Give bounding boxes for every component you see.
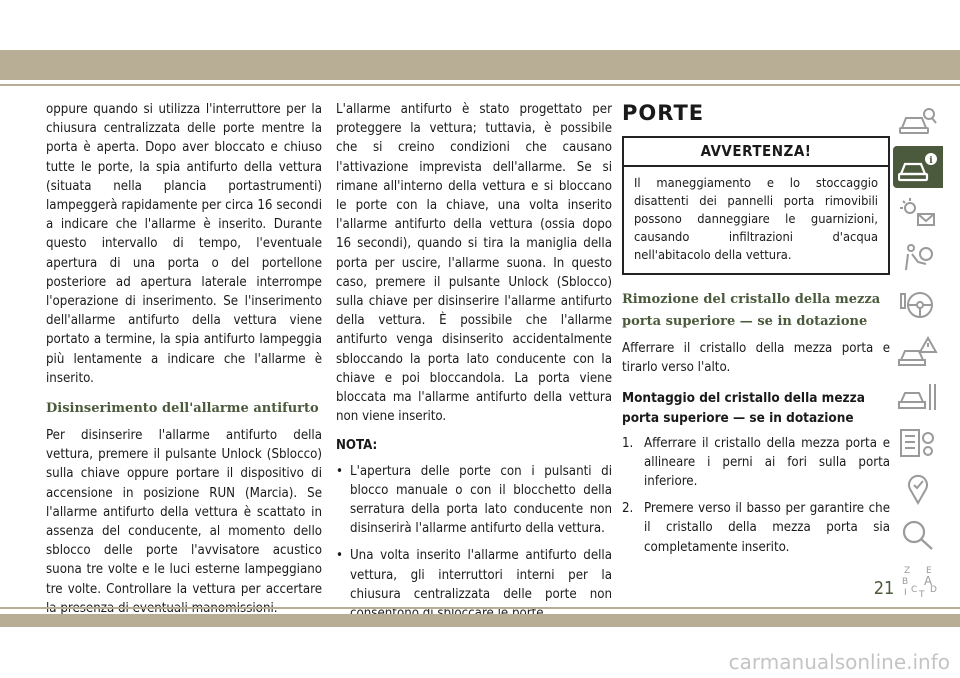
column-2	[336, 100, 612, 631]
section-heading: Disinserimento dell'allarme antifurto	[46, 401, 319, 417]
tab-steering-wheel[interactable]	[893, 284, 943, 326]
steering-wheel-icon	[898, 288, 938, 322]
car-info-icon	[898, 150, 938, 184]
tab-map-pin[interactable]	[893, 468, 943, 510]
steps-list	[622, 434, 890, 557]
car-tools-icon	[898, 380, 938, 414]
note-label: NOTA:	[336, 438, 378, 454]
footer-rule	[0, 607, 960, 609]
index-letter: A	[924, 574, 933, 588]
footer-band	[0, 614, 960, 627]
warning-title: AVVERTENZA!	[624, 138, 888, 167]
page-title: PORTE	[622, 101, 705, 125]
watermark: carmanualsonline.info	[728, 650, 950, 674]
tab-car-info[interactable]	[893, 146, 943, 188]
list-item: • Una volta inserito l'allarme antifurto della vettura, gli interruttori interni per la chiusura centralizzata delle porte non	[336, 546, 612, 623]
section-heading: Montaggio del cristallo della mezza porta superiore — se in dotazione	[622, 389, 865, 426]
index-letter: T	[919, 590, 925, 598]
step-text: Afferrare il cristallo della mezza porta e allineare i perni ai fori sulla porta inferiore.	[644, 435, 890, 490]
page-number: 21	[873, 578, 895, 599]
index-letter: C	[911, 585, 918, 595]
step-number: 1.	[622, 435, 634, 451]
section-heading: Rimozione del cristallo della mezza porta superiore — se in dotazione	[622, 292, 881, 330]
index-letter: D	[930, 585, 937, 595]
index-letter: E	[926, 566, 932, 576]
airbag-icon	[898, 242, 938, 276]
tab-warning-lights[interactable]	[893, 192, 943, 234]
warning-text: Il maneggiamento e lo stoccaggio disattenti dei pannelli porta rimovibili possono danneggiare le guarnizioni, causando infiltrazioni d'acqua nell'abitacolo della vettura.	[634, 176, 878, 264]
svg-text:i: i	[929, 156, 933, 166]
settings-list-icon	[898, 426, 938, 460]
tab-car-search[interactable]	[893, 100, 943, 142]
list-item	[622, 434, 890, 492]
index-letter: I	[904, 588, 907, 598]
index-letter: B	[902, 577, 909, 587]
alphabet-index-icon	[898, 564, 938, 598]
paragraph: oppure quando si utilizza l'interruttore per la chiusura centralizzata delle porte mentre la porta è aperta. Dopo aver bloccato e chiuso tutte le porte, la spia antifurto della vettura (situata nella plancia portastrumenti) lampeggerà rapidamente per circa 16 secondi a indicare che l'allarme è inserito. Durante questo intervallo di tempo, l'eventuale apertura di una porta o del portellone posteriore ad apertura laterale interrompe l'operazione di inserimento. Se l'inserimento dell'allarme antifurto della vettura viene portato a termine, la spia antifurto lampeggia più lentamente a indicare che l'allarme è inserito.	[46, 102, 322, 386]
note-list	[336, 462, 612, 624]
paragraph: Afferrare il cristallo della mezza porta e tirarlo verso l'alto.	[622, 341, 890, 376]
tab-car-breakdown[interactable]	[893, 330, 943, 372]
tab-car-tools[interactable]	[893, 376, 943, 418]
tab-airbag[interactable]	[893, 238, 943, 280]
chapter-tabs	[893, 100, 943, 606]
car-breakdown-icon	[898, 334, 938, 368]
tab-settings-list[interactable]	[893, 422, 943, 464]
warning-lights-icon	[898, 196, 938, 230]
step-number: 2.	[622, 501, 634, 517]
paragraph: L'allarme antifurto è stato progettato per proteggere la vettura; tuttavia, è possibile che si creino condizioni che causano l'attivazione imprevista dell'allarme. Se si rimane all'interno della vettura e si bloccano le porte con la chiave, una volta inserito l'allarme antifurto della vettura (ossia dopo 16 secondi), quando si tira la maniglia della porta per uscire, l'allarme suona. In questo caso, premere il pulsante Unlock (Sblocco) sulla chiave per disinserire l'allarme antifurto della vettura. È possibile che l'allarme antifurto venga disinserito accidentalmente sbloccando la porta lato conducente con la chiave e poi bloccandola. La porta viene bloccata ma l'allarme antifurto della vettura non viene inserito.	[336, 102, 612, 425]
car-search-icon	[898, 104, 938, 138]
list-item: • L'apertura delle porte con i pulsanti di blocco manuale o con il blocchetto della serratura della porta lato conducente non disinserirà l'allarme antifurto della vettura.	[336, 462, 612, 539]
tab-magnifier[interactable]	[893, 514, 943, 556]
step-text: Premere verso il basso per garantire che il cristallo della mezza porta sia completamente inserito.	[644, 501, 890, 555]
column-3	[622, 100, 890, 565]
column-1	[46, 100, 322, 628]
list-item	[622, 499, 890, 557]
header-band	[0, 50, 960, 80]
magnifier-icon	[898, 518, 938, 552]
paragraph: Per disinserire l'allarme antifurto della vettura, premere il pulsante Unlock (Sblocco) sulla chiave oppure portare il dispositivo di accensione in posizione RUN (Marcia). Se l'allarme antifurto della vettura è scattato in assenza del conducente, al momento dello sblocco delle porte l'avvisatore acustico suona tre volte e le luci esterne lampeggiano tre volte. Controllare la vettura per accertare	[46, 428, 322, 597]
header-rule	[0, 84, 960, 86]
map-pin-icon	[898, 472, 938, 506]
warning-box	[622, 136, 890, 275]
index-letter: Z	[904, 566, 911, 576]
